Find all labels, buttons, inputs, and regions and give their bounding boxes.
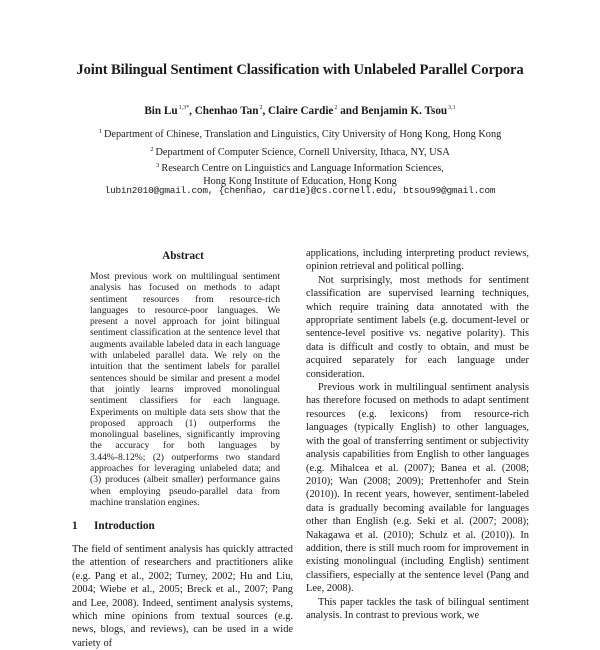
paragraph: This paper tackles the task of bilingual sentiment analysis. In contrast to previous work, we bbox=[306, 596, 529, 621]
paper-title: Joint Bilingual Sentiment Classification with Unlabeled Parallel Corpora bbox=[76, 62, 524, 78]
affiliation-2 bbox=[0, 144, 600, 160]
author-affiliation-marker: 3,1 bbox=[448, 105, 456, 111]
author-affiliation-marker: 1,3* bbox=[178, 105, 190, 111]
author-conjunction: and bbox=[337, 105, 362, 117]
section-number: 1 bbox=[72, 520, 78, 532]
affiliation-number: 1 bbox=[98, 128, 102, 135]
section-title: Introduction bbox=[94, 520, 155, 532]
section-heading-introduction bbox=[72, 520, 155, 532]
introduction-body bbox=[72, 543, 293, 650]
paragraph: applications, including interpreting product reviews, opinion retrieval and political polling. bbox=[306, 248, 529, 273]
abstract-body bbox=[90, 271, 280, 508]
paragraph: Previous work in multilingual sentiment analysis has therefore focused on methods to adapt sentiment resources (e.g. lexicons) from resource-rich languages (typically English) to other languages, with the goal of transferring sentiment or subjectivity analysis capabilities from English to other languages (e.g. Mihalcea et al. (2007); Banea et al. (2008; 2010); Wan (2008; 2009); Prettenhofer and Stein (2010)). In recent years, however, sentiment-labeled data is gradually becoming available for languages other than English (e.g. Seki et al. (2007; 2008); Nakagawa et al. (2010); Schulz et al. (2010)). In addition, there is still much room for improvement in existing monolingual (including English) sentiment classifiers, especially at the sentence level (Pang and Lee, 2008). bbox=[306, 382, 529, 595]
affiliation-text-line2: Hong Kong Institute of Education, Hong Kong bbox=[203, 175, 397, 187]
author-affiliation-marker: 2 bbox=[334, 105, 338, 111]
affiliation-1 bbox=[0, 126, 600, 142]
author-separator: , bbox=[189, 105, 195, 117]
abstract-text: Most previous work on multilingual sentiment analysis has focused on methods to adapt sentiment resources from resource-rich languages to resource-poor languages. We present a novel approach for joint bilingual sentiment classification at the sentence level that augments available labeled data in each language with unlabeled parallel data. We rely on the intuition that the sentiment labels for parallel sentences should be similar and present a model that jointly learns improved monolingual sentiment classifiers for each language. Experiments on multiple data sets show that the proposed approach (1) outperforms the monolingual baselines, significantly improving the accuracy for both languages by 3.44%-8.12%; (2) outperforms two standard approaches for leveraging unlabeled data; and (3) produces (albeit smaller) performance gains when employing pseudo-parallel data from machine translation engines. bbox=[90, 271, 280, 508]
author-name: Bin Lu bbox=[144, 105, 178, 117]
abstract-heading: Abstract bbox=[162, 250, 204, 262]
affiliation-text: Department of Computer Science, Cornell University, Ithaca, NY, USA bbox=[155, 147, 450, 158]
affiliation-number: 3 bbox=[156, 162, 160, 169]
paragraph: Not surprisingly, most methods for sentiment classification are supervised learning techniques, which require training data annotated with the appropriate sentiment labels (e.g. document-level or sentence-level positive vs. negative polarity). This data is difficult and costly to obtain, and must be acquired separately for each language under consideration. bbox=[306, 274, 529, 380]
author-affiliation-marker: 2 bbox=[259, 105, 263, 111]
affiliation-text: Department of Chinese, Translation and Linguistics, City University of Hong Kong, Hong Kong bbox=[103, 129, 502, 140]
affiliation-number: 2 bbox=[150, 146, 154, 153]
author-emails: lubin2010@gmail.com, {chenhao, cardie}@cs.cornell.edu, btsou99@gmail.com bbox=[104, 185, 496, 196]
right-column-body bbox=[306, 247, 529, 622]
author-separator: , bbox=[262, 105, 269, 117]
author-list bbox=[0, 105, 600, 117]
author-name: Chenhao Tan bbox=[194, 105, 259, 117]
affiliation-3 bbox=[0, 160, 600, 188]
introduction-text: The field of sentiment analysis has quickly attracted the attention of researchers and practitioners alike (e.g. Pang et al., 2002; Turney, 2002; Hu and Liu, 2004; Wiebe et al., 2005; Breck et al., 2007; Pang and Lee, 2008). Indeed, sentiment analysis systems, which mine opinions from textual sources (e.g. news, blogs, and reviews), can be used in a wide variety of bbox=[72, 544, 293, 649]
author-name: Claire Cardie bbox=[268, 105, 334, 117]
affiliation-text: Research Centre on Linguistics and Language Information Sciences, bbox=[161, 163, 444, 174]
author-name: Benjamin K. Tsou bbox=[361, 105, 448, 117]
